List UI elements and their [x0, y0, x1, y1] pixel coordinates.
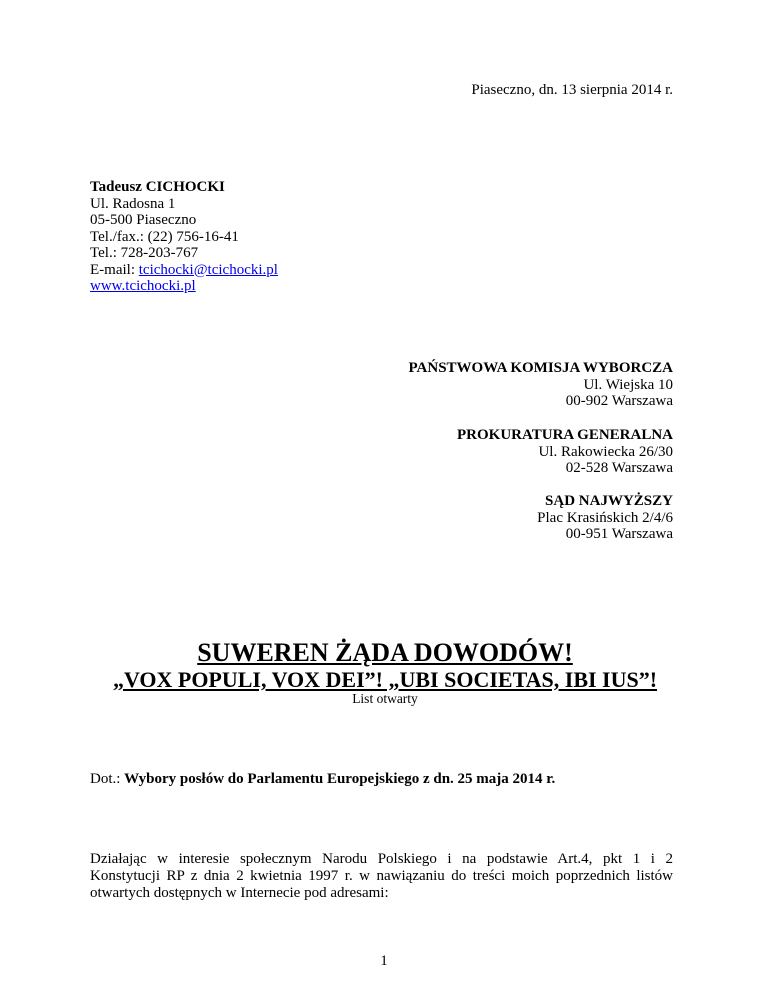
sender-website-line: [90, 278, 278, 295]
body-line: Konstytucji RP z dnia 2 kwietnia 1997 r. w nawiązaniu do treści moich poprzednich listów: [90, 868, 673, 884]
letter-title: SUWEREN ŻĄDA DOWODÓW!: [197, 638, 573, 667]
subject-text: Wybory posłów do Parlamentu Europejskiego z dn. 25 maja 2014 r.: [124, 771, 556, 787]
sender-block: [90, 179, 278, 295]
subject-label: Dot.:: [90, 771, 125, 787]
subject-line: [90, 771, 555, 788]
recipient-city: 00-951 Warszawa: [565, 526, 673, 542]
letter-subtitle: List otwarty: [352, 691, 418, 706]
recipient-name: PAŃSTWOWA KOMISJA WYBORCZA: [408, 360, 673, 376]
email-link[interactable]: tcichocki@tcichocki.pl: [138, 261, 278, 278]
website-link[interactable]: www.tcichocki.pl: [90, 278, 196, 294]
recipient-sad-najwyzszy: [300, 493, 673, 543]
recipient-street: Ul. Wiejska 10: [583, 376, 673, 393]
recipient-pkw: [300, 360, 673, 410]
page-number: 1: [380, 953, 388, 969]
recipient-name: PROKURATURA GENERALNA: [457, 427, 673, 443]
recipient-street: Plac Krasińskich 2/4/6: [537, 509, 673, 526]
body-line: Działając w interesie społecznym Narodu Polskiego i na podstawie Art.4, pkt 1 i 2: [90, 851, 673, 867]
recipient-street: Ul. Rakowiecka 26/30: [538, 443, 673, 460]
sender-name: Tadeusz CICHOCKI: [90, 179, 225, 195]
sender-city: 05-500 Piaseczno: [90, 212, 197, 228]
body-line: otwartych dostępnych w Internecie pod adresami:: [90, 885, 389, 901]
recipient-name: SĄD NAJWYŻSZY: [545, 493, 673, 509]
body-paragraph: [90, 851, 673, 902]
sender-street: Ul. Radosna 1: [90, 195, 176, 212]
letter-title-motto: „VOX POPULI, VOX DEI”! „UBI SOCIETAS, IBI IUS”!: [112, 667, 658, 692]
recipient-prokuratura: [300, 427, 673, 477]
recipient-city: 00-902 Warszawa: [565, 393, 673, 409]
sender-telfax: Tel./fax.: (22) 756-16-41: [90, 228, 239, 245]
place-date: Piaseczno, dn. 13 sierpnia 2014 r.: [471, 82, 673, 98]
sender-tel: Tel.: 728-203-767: [90, 245, 199, 261]
sender-email-line: [90, 262, 278, 279]
email-label: E-mail:: [90, 261, 139, 278]
recipient-city: 02-528 Warszawa: [565, 460, 673, 476]
